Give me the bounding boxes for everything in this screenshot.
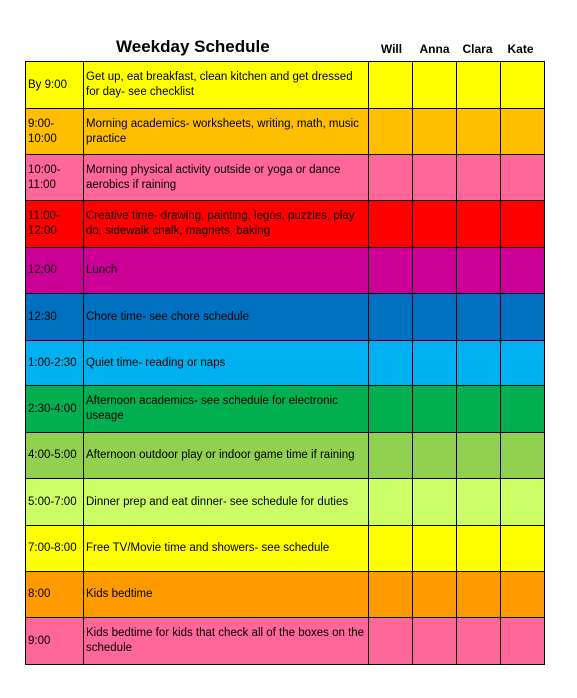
- activity-cell: Chore time- see chore schedule: [84, 294, 369, 341]
- activity-cell: Kids bedtime: [84, 572, 369, 618]
- activity-cell: Quiet time- reading or naps: [84, 341, 369, 386]
- activity-cell: Kids bedtime for kids that check all of the boxes on the schedule: [84, 618, 369, 665]
- checkbox-cell-will[interactable]: [369, 294, 413, 341]
- checkbox-cell-clara[interactable]: [457, 479, 501, 526]
- schedule-table: [25, 61, 545, 665]
- schedule-row: [26, 618, 545, 665]
- time-cell: 10:00- 11:00: [26, 155, 84, 201]
- schedule-row: [26, 109, 545, 155]
- checkbox-cell-kate[interactable]: [501, 155, 545, 201]
- time-cell: 9:00: [26, 618, 84, 665]
- activity-cell: Afternoon outdoor play or indoor game time if raining: [84, 433, 369, 479]
- checkbox-cell-anna[interactable]: [413, 433, 457, 479]
- time-cell: 2:30-4:00: [26, 386, 84, 433]
- checkbox-cell-kate[interactable]: [501, 526, 545, 572]
- time-cell: By 9:00: [26, 62, 84, 109]
- column-header-anna: Anna: [419, 42, 450, 56]
- schedule-row: [26, 479, 545, 526]
- checkbox-cell-kate[interactable]: [501, 386, 545, 433]
- checkbox-cell-will[interactable]: [369, 62, 413, 109]
- checkbox-cell-anna[interactable]: [413, 526, 457, 572]
- activity-cell: Lunch: [84, 248, 369, 294]
- checkbox-cell-clara[interactable]: [457, 62, 501, 109]
- schedule-row: [26, 294, 545, 341]
- column-header-will: Will: [380, 42, 403, 56]
- checkbox-cell-clara[interactable]: [457, 386, 501, 433]
- schedule-row: [26, 386, 545, 433]
- schedule-row: [26, 572, 545, 618]
- activity-cell: Morning academics- worksheets, writing, math, music practice: [84, 109, 369, 155]
- checkbox-cell-clara[interactable]: [457, 201, 501, 248]
- time-cell: 8:00: [26, 572, 84, 618]
- activity-cell: Free TV/Movie time and showers- see schedule: [84, 526, 369, 572]
- time-cell: 1:00-2:30: [26, 341, 84, 386]
- checkbox-cell-clara[interactable]: [457, 294, 501, 341]
- schedule-row: [26, 155, 545, 201]
- time-cell: 11:00- 12:00: [26, 201, 84, 248]
- checkbox-cell-kate[interactable]: [501, 341, 545, 386]
- checkbox-cell-clara[interactable]: [457, 572, 501, 618]
- checkbox-cell-kate[interactable]: [501, 109, 545, 155]
- checkbox-cell-clara[interactable]: [457, 155, 501, 201]
- column-header-kate: Kate: [507, 42, 534, 56]
- checkbox-cell-kate[interactable]: [501, 62, 545, 109]
- time-cell: 12:30: [26, 294, 84, 341]
- checkbox-cell-anna[interactable]: [413, 386, 457, 433]
- checkbox-cell-will[interactable]: [369, 433, 413, 479]
- checkbox-cell-anna[interactable]: [413, 618, 457, 665]
- checkbox-cell-anna[interactable]: [413, 62, 457, 109]
- checkbox-cell-will[interactable]: [369, 479, 413, 526]
- schedule-row: [26, 248, 545, 294]
- checkbox-cell-kate[interactable]: [501, 572, 545, 618]
- checkbox-cell-anna[interactable]: [413, 479, 457, 526]
- checkbox-cell-anna[interactable]: [413, 341, 457, 386]
- time-cell: 5:00-7:00: [26, 479, 84, 526]
- activity-cell: Morning physical activity outside or yoga or dance aerobics if raining: [84, 155, 369, 201]
- schedule-row: [26, 341, 545, 386]
- checkbox-cell-will[interactable]: [369, 572, 413, 618]
- schedule-body: [26, 62, 545, 665]
- schedule-row: [26, 433, 545, 479]
- schedule-row: [26, 62, 545, 109]
- column-header-clara: Clara: [462, 42, 493, 56]
- checkbox-cell-clara[interactable]: [457, 618, 501, 665]
- time-cell: 9:00- 10:00: [26, 109, 84, 155]
- checkbox-cell-anna[interactable]: [413, 572, 457, 618]
- checkbox-cell-clara[interactable]: [457, 248, 501, 294]
- activity-cell: Creative time- drawing, painting, legos, puzzles, play do, sidewalk chalk, magnets, baking: [84, 201, 369, 248]
- checkbox-cell-will[interactable]: [369, 341, 413, 386]
- checkbox-cell-will[interactable]: [369, 155, 413, 201]
- checkbox-cell-kate[interactable]: [501, 433, 545, 479]
- checkbox-cell-will[interactable]: [369, 201, 413, 248]
- checkbox-cell-anna[interactable]: [413, 294, 457, 341]
- checkbox-cell-clara[interactable]: [457, 109, 501, 155]
- time-cell: 4:00-5:00: [26, 433, 84, 479]
- checkbox-cell-will[interactable]: [369, 618, 413, 665]
- activity-cell: Dinner prep and eat dinner- see schedule for duties: [84, 479, 369, 526]
- checkbox-cell-will[interactable]: [369, 109, 413, 155]
- checkbox-cell-kate[interactable]: [501, 479, 545, 526]
- checkbox-cell-clara[interactable]: [457, 341, 501, 386]
- checkbox-cell-anna[interactable]: [413, 155, 457, 201]
- checkbox-cell-kate[interactable]: [501, 201, 545, 248]
- checkbox-cell-clara[interactable]: [457, 433, 501, 479]
- schedule-title: Weekday Schedule: [116, 37, 270, 56]
- activity-cell: Afternoon academics- see schedule for electronic useage: [84, 386, 369, 433]
- activity-cell: Get up, eat breakfast, clean kitchen and get dressed for day- see checklist: [84, 62, 369, 109]
- schedule-row: [26, 201, 545, 248]
- checkbox-cell-kate[interactable]: [501, 618, 545, 665]
- checkbox-cell-anna[interactable]: [413, 109, 457, 155]
- checkbox-cell-will[interactable]: [369, 526, 413, 572]
- checkbox-cell-clara[interactable]: [457, 526, 501, 572]
- time-cell: 12:00: [26, 248, 84, 294]
- checkbox-cell-will[interactable]: [369, 386, 413, 433]
- checkbox-cell-anna[interactable]: [413, 201, 457, 248]
- checkbox-cell-will[interactable]: [369, 248, 413, 294]
- checkbox-cell-kate[interactable]: [501, 294, 545, 341]
- time-cell: 7:00-8:00: [26, 526, 84, 572]
- checkbox-cell-anna[interactable]: [413, 248, 457, 294]
- schedule-row: [26, 526, 545, 572]
- checkbox-cell-kate[interactable]: [501, 248, 545, 294]
